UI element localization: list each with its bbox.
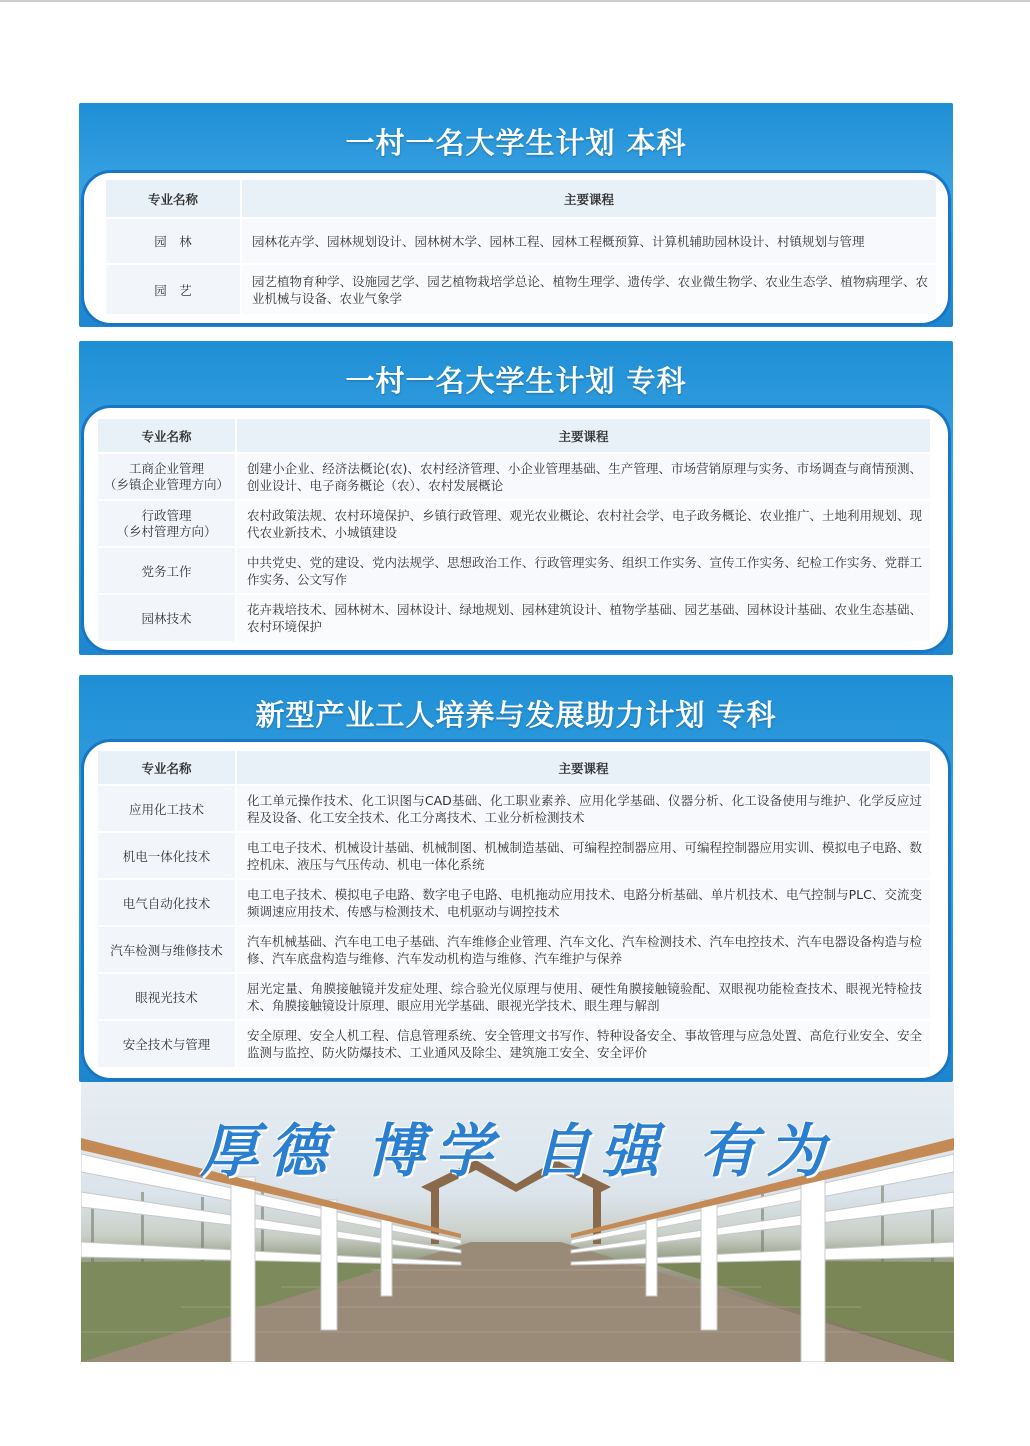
course-table: [98, 751, 930, 1067]
major-name: 眼视光技术: [98, 973, 236, 1020]
major-name: 园林技术: [98, 594, 236, 641]
major-name: 园 艺: [106, 264, 241, 314]
course-list: 花卉栽培技术、园林树木、园林设计、绿地规划、园林建筑设计、植物学基础、园艺基础、园林设计基础、农业生态基础、农村环境保护: [236, 594, 930, 641]
major-header: 专业名称: [98, 419, 236, 453]
course-list: 电工电子技术、机械设计基础、机械制图、机械制造基础、可编程控制器应用、可编程控制器应用实训、模拟电子电路、数控机床、液压与气压传动、机电一体化系统: [236, 832, 930, 879]
top-rule: [0, 0, 1030, 2]
courses-header: 主要课程: [236, 751, 930, 785]
major-header: 专业名称: [106, 180, 241, 218]
section-title: 一村一名大学生计划 专科: [345, 364, 687, 398]
major-name: 应用化工技术: [98, 785, 236, 832]
course-card: [81, 170, 951, 326]
school-motto: 厚德 博学 自强 有为: [200, 1117, 835, 1185]
courses-header: 主要课程: [241, 180, 936, 218]
courses-header: 主要课程: [236, 419, 930, 453]
course-card: [81, 739, 951, 1081]
course-list: 化工单元操作技术、化工识图与CAD基础、化工职业素养、应用化学基础、仪器分析、化工设备使用与维护、化学反应过程及设备、化工安全技术、化工分离技术、工业分析检测技术: [236, 785, 930, 832]
section-undergrad-panel: [79, 103, 953, 327]
course-list: 屈光定量、角膜接触镜并发症处理、综合验光仪原理与使用、硬性角膜接触镜验配、双眼视功能检查技术、眼视光特检技术、角膜接触镜设计原理、眼应用光学基础、眼视光学技术、眼生理与解剖: [236, 973, 930, 1020]
course-card: [81, 405, 951, 653]
course-list: 汽车机械基础、汽车电工电子基础、汽车维修企业管理、汽车文化、汽车检测技术、汽车电控技术、汽车电器设备构造与检修、汽车底盘构造与维修、汽车发动机构造与维修、汽车维护与保养: [236, 926, 930, 973]
course-list: 园艺植物育种学、设施园艺学、园艺植物栽培学总论、植物生理学、遗传学、农业微生物学、农业生态学、植物病理学、农业机械与设备、农业气象学: [241, 264, 936, 314]
major-name: 园 林: [106, 218, 241, 264]
section-title: 新型产业工人培养与发展助力计划 专科: [255, 698, 777, 732]
major-name: 安全技术与管理: [98, 1020, 236, 1067]
course-list: 创建小企业、经济法概论(农)、农村经济管理、小企业管理基础、生产管理、市场营销原理与实务、市场调查与商情预测、创业设计、电子商务概论（农）、农村发展概论: [236, 453, 930, 500]
section-industrial-panel: [79, 675, 953, 1082]
course-list: 园林花卉学、园林规划设计、园林树木学、园林工程、园林工程概预算、计算机辅助园林设计、村镇规划与管理: [241, 218, 936, 264]
section-vocational-panel: [79, 341, 953, 655]
major-header: 专业名称: [98, 751, 236, 785]
major-name: 汽车检测与维修技术: [98, 926, 236, 973]
course-table: [106, 180, 936, 314]
major-name: 机电一体化技术: [98, 832, 236, 879]
major-name: 电气自动化技术: [98, 879, 236, 926]
course-list: 安全原理、安全人机工程、信息管理系统、安全管理文书写作、特种设备安全、事故管理与应急处置、高危行业安全、安全监测与监控、防火防爆技术、工业通风及除尘、建筑施工安全、安全评价: [236, 1020, 930, 1067]
course-table: [98, 419, 930, 641]
major-name: 行政管理 （乡村管理方向）: [98, 500, 236, 547]
course-list: 电工电子技术、模拟电子电路、数字电子电路、电机拖动应用技术、电路分析基础、单片机技术、电气控制与PLC、交流变频调速应用技术、传感与检测技术、电机驱动与调控技术: [236, 879, 930, 926]
campus-bridge-photo: [81, 1082, 954, 1362]
major-name: 工商企业管理 （乡镇企业管理方向）: [98, 453, 236, 500]
section-title: 一村一名大学生计划 本科: [345, 126, 687, 160]
course-list: 农村政策法规、农村环境保护、乡镇行政管理、观光农业概论、农村社会学、电子政务概论、农业推广、土地利用规划、现代农业新技术、小城镇建设: [236, 500, 930, 547]
course-list: 中共党史、党的建设、党内法规学、思想政治工作、行政管理实务、组织工作实务、宣传工作实务、纪检工作实务、党群工作实务、公文写作: [236, 547, 930, 594]
major-name: 党务工作: [98, 547, 236, 594]
